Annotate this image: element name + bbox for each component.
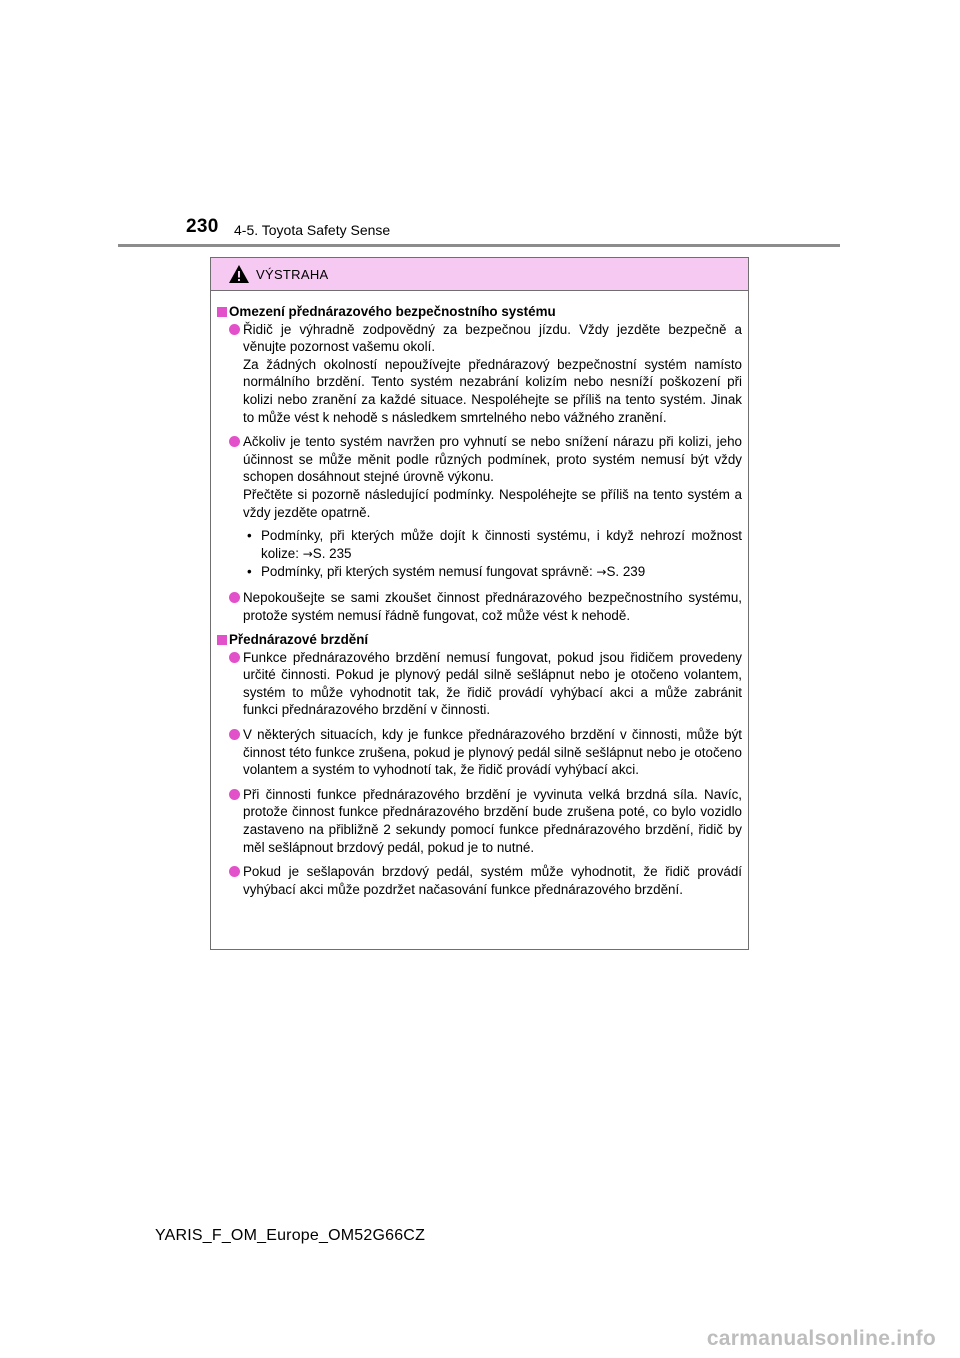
round-bullet-icon: [229, 789, 240, 800]
list-item: [229, 649, 742, 719]
list-item: [229, 726, 742, 779]
section-heading-text: Omezení přednárazového bezpečnostního systému: [229, 304, 556, 319]
sub-item-text: Podmínky, při kterých systém nemusí fungovat správně:: [261, 564, 593, 580]
round-bullet-icon: [229, 324, 240, 335]
list-item: [229, 433, 742, 582]
page-number: 230: [186, 216, 219, 237]
sub-list-item: [247, 563, 742, 582]
list-item-text: [243, 649, 742, 719]
page-reference-link[interactable]: S. 235: [312, 545, 352, 561]
sub-list-item: [247, 527, 742, 563]
section-heading-text: Přednárazové brzdění: [229, 632, 369, 648]
list-item: [229, 786, 742, 856]
round-bullet-icon: [229, 652, 240, 663]
paragraph: Nepokoušejte se sami zkoušet činnost přednárazového bezpečnostního systému, protože systém nemusí řádně fungovat, což může vést k nehodě.: [243, 589, 742, 623]
paragraph: Řidič je výhradně zodpovědný za bezpečnou jízdu. Vždy jezděte bezpečně a věnujte pozornost vašemu okolí.: [243, 321, 742, 355]
sub-item-text: Podmínky, při kterých může dojít k činnosti systému, i když nehrozí možnost kolize:: [261, 528, 742, 561]
sub-list: [243, 527, 742, 582]
paragraph: V některých situacích, kdy je funkce přednárazového brzdění v činnosti, může být činnost této funkce zrušena, pokud je plynový pedál silně sešlápnut nebo je otočeno volantem a systém to vyhodnotí tak, že řidič provádí vyhýbací akci.: [243, 727, 742, 778]
list-item-text: [243, 433, 742, 582]
list-item-text: [243, 786, 742, 856]
warning-box: [210, 257, 749, 950]
paragraph: Za žádných okolností nepoužívejte přednárazový bezpečnostní systém namísto normálního brzdění. Tento systém nezabrání kolizím nebo nesníží poškození při kolizi nebo zranění za každé situace. Nespoléhejte se příliš na tento systém. Jinak to může vést k nehodě s následkem smrtelného nebo vážného zranění.: [243, 356, 742, 425]
list-item: [229, 589, 742, 624]
round-bullet-icon: [229, 436, 240, 447]
header-rule: [118, 244, 840, 247]
square-bullet-icon: [217, 635, 227, 645]
round-bullet-icon: [229, 729, 240, 740]
list-item: [229, 321, 742, 427]
warning-body: [211, 291, 748, 898]
arrow-right-icon: →: [302, 546, 313, 561]
footer-doc-id: YARIS_F_OM_Europe_OM52G66CZ: [154, 1227, 426, 1244]
watermark: carmanualsonline.info: [706, 1327, 936, 1350]
paragraph: Při činnosti funkce přednárazového brzdění je vyvinuta velká brzdná síla. Navíc, protože činnost funkce přednárazového brzdění bude zrušena poté, co bylo vozidlo zastaveno na přibližně 2 sekundy pomocí funkce přednárazového brzdění, řidič by měl sešlápnout brzdový pedál, pokud je to nutné.: [243, 786, 742, 855]
paragraph: Pokud je sešlapován brzdový pedál, systém může vyhodnotit, že řidič provádí vyhýbací akci může pozdržet načasování funkce přednárazového brzdění.: [243, 864, 742, 897]
list-item-text: [243, 321, 742, 427]
section-heading: [217, 303, 742, 321]
list-item-text: [243, 863, 742, 898]
round-bullet-icon: [229, 592, 240, 603]
arrow-right-icon: →: [596, 565, 607, 580]
section-title: 4-5. Toyota Safety Sense: [234, 222, 391, 238]
section-heading: [217, 631, 742, 649]
warning-header: [211, 258, 748, 291]
dot-bullet-icon: •: [247, 528, 252, 544]
warning-label: VÝSTRAHA: [256, 266, 329, 282]
dot-bullet-icon: •: [247, 564, 252, 580]
square-bullet-icon: [217, 307, 227, 317]
paragraph: Ačkoliv je tento systém navržen pro vyhnutí se nebo snížení nárazu při kolizi, jeho účinnost se může měnit podle různých podmínek, proto systém nemusí být vždy schopen dosáhnout stejné úrovně výkonu.: [243, 434, 742, 485]
list-item-text: [243, 726, 742, 779]
warning-triangle-icon: [228, 264, 250, 284]
paragraph: Funkce přednárazového brzdění nemusí fungovat, pokud jsou řidičem provedeny určité činnosti. Pokud je plynový pedál silně sešlápnut nebo je otočeno volantem, systém to může vyhodnotit tak, že řidič provádí vyhýbací akci a může zabránit funkci přednárazového brzdění v činnosti.: [243, 649, 742, 718]
round-bullet-icon: [229, 866, 240, 877]
list-item-text: [243, 589, 742, 624]
page-reference-link[interactable]: S. 239: [606, 564, 646, 580]
paragraph: Přečtěte si pozorně následující podmínky. Nespoléhejte se příliš na tento systém a vždy jezděte opatrně.: [243, 486, 742, 520]
list-item: [229, 863, 742, 898]
